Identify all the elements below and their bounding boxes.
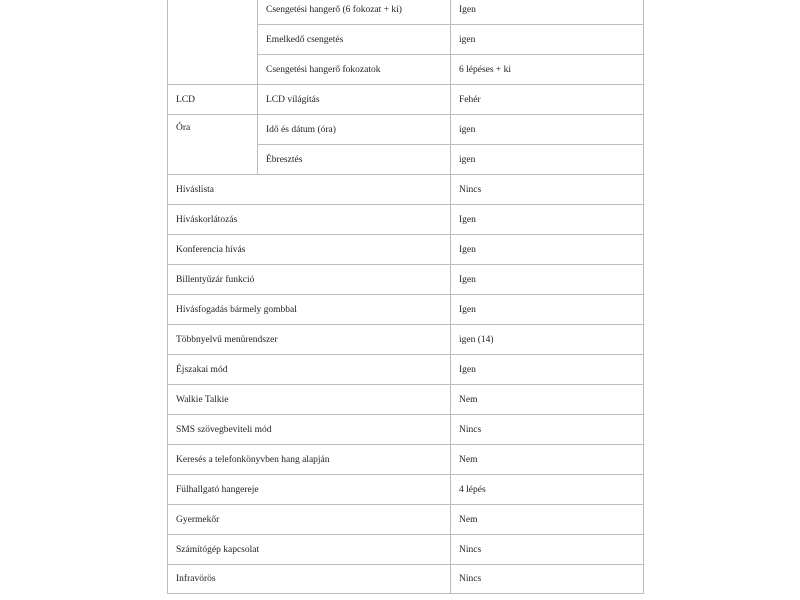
value-cell: Igen [451,235,644,265]
table-row [168,85,644,115]
feature-cell: LCD világítás [258,85,451,115]
table-row [168,205,644,235]
table-row [168,295,644,325]
value-cell: Nincs [451,175,644,205]
feature-cell: Walkie Talkie [168,385,451,415]
feature-cell: Emelkedő csengetés [258,25,451,55]
value-cell: Igen [451,355,644,385]
value-cell: Igen [451,205,644,235]
value-cell: 4 lépés [451,475,644,505]
table-row [168,265,644,295]
table-row [168,325,644,355]
group-cell-clock: Óra [168,115,258,175]
feature-cell: Fülhallgató hangereje [168,475,451,505]
table-row [168,505,644,535]
table-row [168,175,644,205]
feature-cell: Infravörös [168,565,451,594]
value-cell: Igen [451,295,644,325]
feature-cell: Csengetési hangerő (6 fokozat + ki) [258,0,451,25]
value-cell: Nincs [451,415,644,445]
table-row [168,235,644,265]
feature-cell: Billentyűzár funkció [168,265,451,295]
table-row [168,445,644,475]
value-cell: igen [451,145,644,175]
table-row [168,355,644,385]
table-row [168,415,644,445]
table-row [168,535,644,565]
value-cell: Igen [451,265,644,295]
value-cell: Nem [451,385,644,415]
table-row [168,115,644,145]
value-cell: igen [451,25,644,55]
feature-cell: Konferencia hívás [168,235,451,265]
value-cell: igen (14) [451,325,644,355]
feature-cell: Idő és dátum (óra) [258,115,451,145]
feature-cell: Híváslista [168,175,451,205]
feature-cell: Csengetési hangerő fokozatok [258,55,451,85]
group-cell-lcd: LCD [168,85,258,115]
table-row [168,0,644,25]
value-cell: igen [451,115,644,145]
value-cell: 6 lépéses + ki [451,55,644,85]
value-cell: Igen [451,0,644,25]
table-row [168,565,644,594]
feature-cell: Számítógép kapcsolat [168,535,451,565]
value-cell: Nincs [451,565,644,594]
feature-cell: SMS szövegbeviteli mód [168,415,451,445]
spec-table [167,0,644,594]
group-cell-ringtone [168,0,258,85]
value-cell: Nem [451,505,644,535]
feature-cell: Többnyelvű menürendszer [168,325,451,355]
feature-cell: Híváskorlátozás [168,205,451,235]
feature-cell: Hívásfogadás bármely gombbal [168,295,451,325]
feature-cell: Ébresztés [258,145,451,175]
value-cell: Fehér [451,85,644,115]
value-cell: Nem [451,445,644,475]
feature-cell: Gyermekőr [168,505,451,535]
table-row [168,475,644,505]
value-cell: Nincs [451,535,644,565]
feature-cell: Keresés a telefonkönyvben hang alapján [168,445,451,475]
table-row [168,385,644,415]
feature-cell: Éjszakai mód [168,355,451,385]
